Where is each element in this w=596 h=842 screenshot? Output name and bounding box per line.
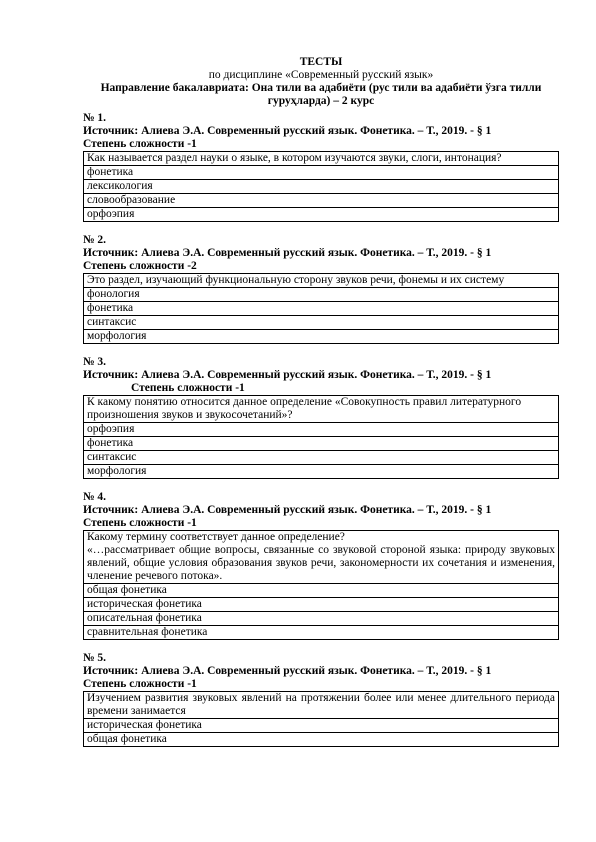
question-definition: «…рассматривает общие вопросы, связанные со звуковой стороной языка: природу звуковых явлений, общие условия образования звуков речи, закономерности их сочетания и изменения, членение речевого потока». [87,544,555,582]
question-text: К какому понятию относится данное определение «Совокупность правил литературного произношения звуков и звукосочетаний»? [84,396,559,423]
answer-option: историческая фонетика [84,719,559,733]
answer-option: общая фонетика [84,733,559,747]
document-subtitle: по дисциплине «Современный русский язык» [208,69,434,81]
answer-option: словообразование [84,194,559,208]
question-line: Какому термину соответствует данное определение? [87,531,345,543]
question-source: Источник: Алиева Э.А. Современный русский язык. Фонетика. – Т., 2019. - § 1 [83,369,492,381]
question-number: № 1. [83,112,107,124]
answer-option: орфоэпия [84,208,559,222]
question-text [84,531,559,584]
question-source: Источник: Алиева Э.А. Современный русский язык. Фонетика. – Т., 2019. - § 1 [83,247,492,259]
question-table [83,273,559,344]
question-text: Как называется раздел науки о языке, в котором изучаются звуки, слоги, интонация? [84,152,559,166]
question-source: Источник: Алиева Э.А. Современный русский язык. Фонетика. – Т., 2019. - § 1 [83,665,492,677]
answer-option: фонология [84,288,559,302]
question-block-5 [83,652,559,747]
question-text: Это раздел, изучающий функциональную сторону звуков речи, фонемы и их систему [84,274,559,288]
question-number: № 2. [83,234,107,246]
answer-option: морфология [84,465,559,479]
question-difficulty: Степень сложности -1 [83,678,197,690]
answer-option: описательная фонетика [84,612,559,626]
question-source: Источник: Алиева Э.А. Современный русский язык. Фонетика. – Т., 2019. - § 1 [83,125,492,137]
question-difficulty: Степень сложности -1 [83,517,197,529]
answer-option: фонетика [84,166,559,180]
question-number: № 4. [83,491,107,503]
question-table [83,151,559,222]
answer-option: сравнительная фонетика [84,626,559,640]
question-block-2 [83,234,559,344]
answer-option: орфоэпия [84,423,559,437]
question-table [83,395,559,479]
answer-option: лексикология [84,180,559,194]
answer-option: историческая фонетика [84,598,559,612]
document-page [83,56,559,747]
question-table [83,691,559,747]
answer-option: фонетика [84,302,559,316]
document-title: ТЕСТЫ [299,56,343,68]
answer-option: морфология [84,330,559,344]
answer-option: фонетика [84,437,559,451]
answer-option: синтаксис [84,316,559,330]
answer-option: общая фонетика [84,584,559,598]
document-header [83,56,559,108]
question-difficulty: Степень сложности -1 [131,382,245,394]
question-block-3 [83,356,559,479]
question-table [83,530,559,640]
question-number: № 3. [83,356,107,368]
question-text: Изучением развития звуковых явлений на протяжении более или менее длительного периода времени занимается [84,692,559,719]
question-difficulty: Степень сложности -2 [83,260,197,272]
question-difficulty: Степень сложности -1 [83,138,197,150]
question-block-1 [83,112,559,222]
question-block-4 [83,491,559,640]
question-source: Источник: Алиева Э.А. Современный русский язык. Фонетика. – Т., 2019. - § 1 [83,504,492,516]
answer-option: синтаксис [84,451,559,465]
direction-line: Направление бакалавриата: Она тили ва адабиёти (рус тили ва адабиёти ўзга тилли гуруҳларда) – 2 курс [100,82,542,107]
question-number: № 5. [83,652,107,664]
